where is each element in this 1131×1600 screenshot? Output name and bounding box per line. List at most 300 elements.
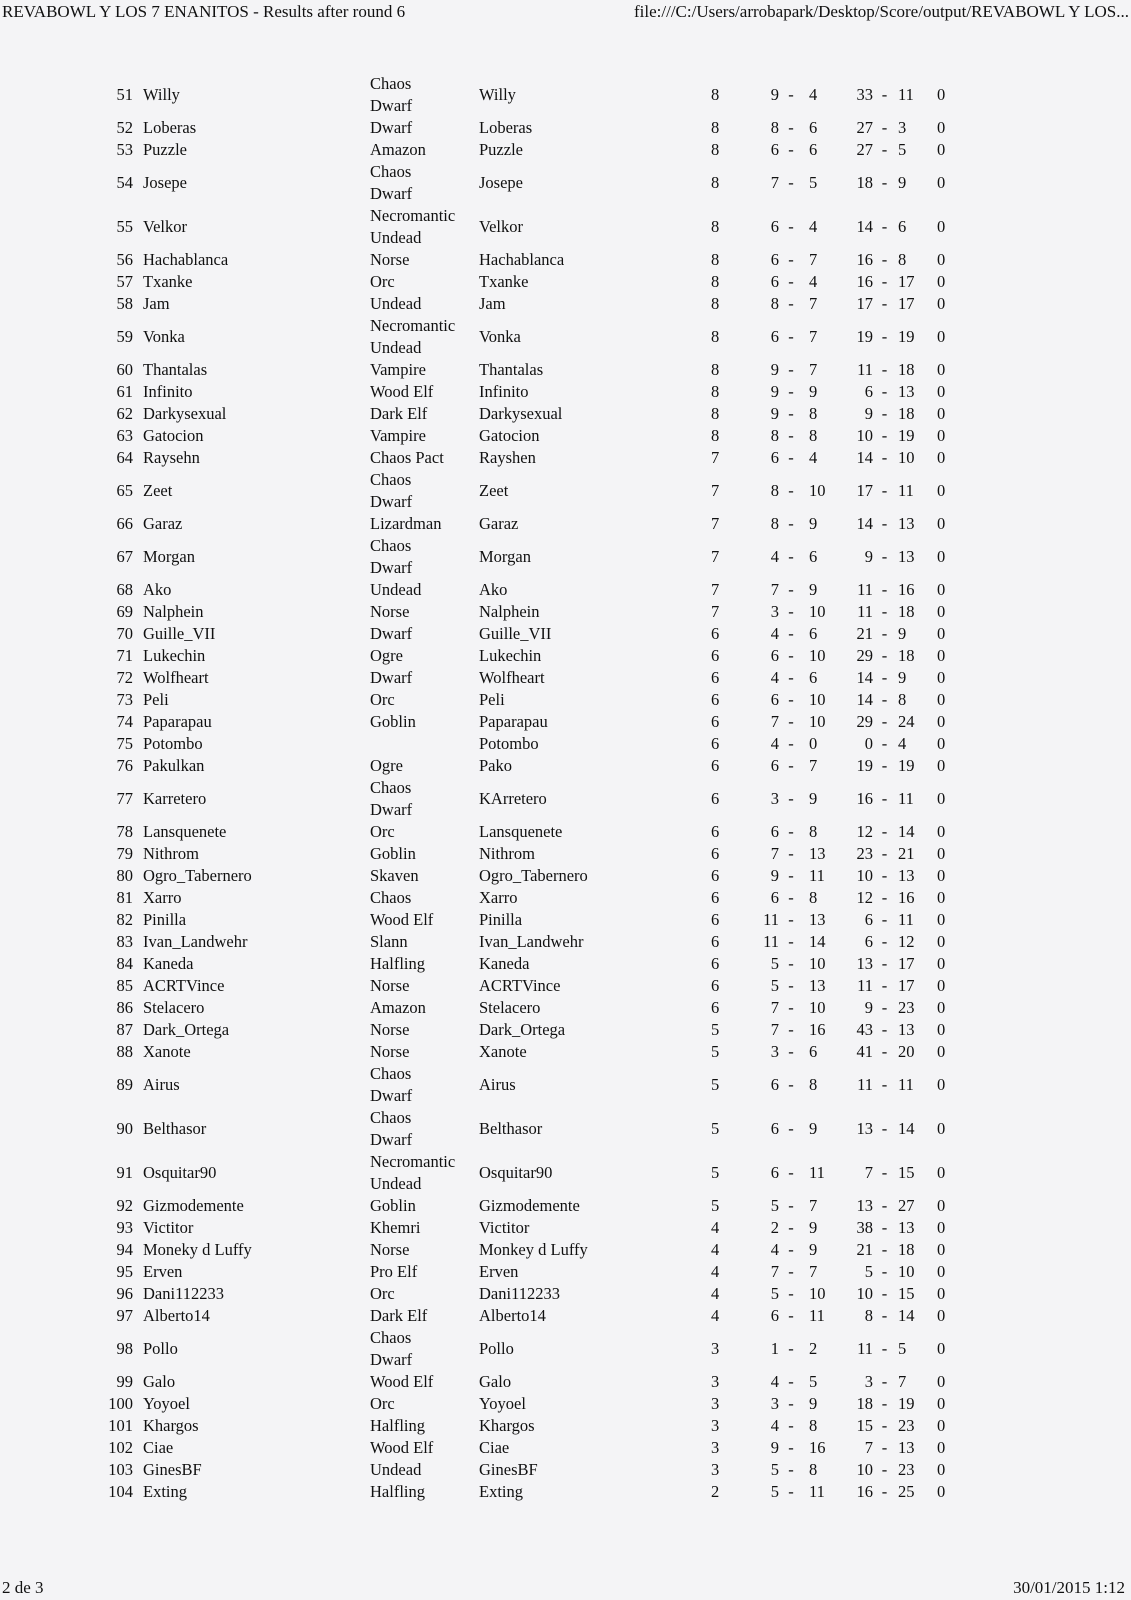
td-for-cell: 4 xyxy=(770,1240,779,1259)
cas-separator: - xyxy=(881,426,888,445)
cas-against-cell: 17 xyxy=(898,976,915,995)
cas-for-cell: 6 xyxy=(864,932,873,951)
td-against-cell: 7 xyxy=(809,294,818,313)
td-separator: - xyxy=(788,1482,794,1501)
td-for-cell: 6 xyxy=(770,1075,779,1094)
coach-name-cell: Josepe xyxy=(143,173,187,192)
race-line: Slann xyxy=(370,932,408,951)
race-line: Dwarf xyxy=(370,1130,413,1149)
race-line: Norse xyxy=(370,1240,410,1259)
td-for-cell: 5 xyxy=(770,1460,779,1479)
rank-cell: 63 xyxy=(116,426,133,445)
coach-name-cell: Khargos xyxy=(143,1416,199,1435)
race-line: Vampire xyxy=(370,360,426,379)
td-against-cell: 9 xyxy=(809,1218,818,1237)
td-separator: - xyxy=(788,668,794,687)
race-line: Chaos xyxy=(370,1108,412,1127)
points-cell: 6 xyxy=(711,954,720,973)
td-against-cell: 0 xyxy=(809,734,818,753)
race-line: Wood Elf xyxy=(370,1438,434,1457)
race-line: Orc xyxy=(370,690,395,709)
rank-cell: 82 xyxy=(116,910,133,929)
cas-against-cell: 13 xyxy=(898,382,915,401)
bonus-cell: 0 xyxy=(937,932,946,951)
cas-for-cell: 18 xyxy=(856,173,873,192)
bonus-cell: 0 xyxy=(937,789,946,808)
td-for-cell: 3 xyxy=(770,602,779,621)
coach-name-cell: ACRTVince xyxy=(143,976,225,995)
race-cell xyxy=(368,777,477,821)
td-for-cell: 6 xyxy=(770,756,779,775)
rank-cell: 55 xyxy=(116,217,133,236)
td-against-cell: 8 xyxy=(809,1416,818,1435)
cas-separator: - xyxy=(881,1394,888,1413)
points-cell: 6 xyxy=(711,624,720,643)
coach-name-cell: Lukechin xyxy=(143,646,206,665)
table-row xyxy=(0,249,1131,271)
team-name-cell: Josepe xyxy=(479,173,523,192)
race-line: Vampire xyxy=(370,426,426,445)
table-row xyxy=(0,447,1131,469)
cas-for-cell: 27 xyxy=(856,118,873,137)
td-for-cell: 4 xyxy=(770,668,779,687)
race-cell xyxy=(368,1327,477,1371)
rank-cell: 62 xyxy=(116,404,133,423)
race-line: Norse xyxy=(370,976,410,995)
points-cell: 3 xyxy=(711,1438,720,1457)
td-for-cell: 9 xyxy=(770,1438,779,1457)
cas-separator: - xyxy=(881,1075,888,1094)
table-row xyxy=(0,1481,1131,1503)
race-line: Undead xyxy=(370,580,422,599)
table-row xyxy=(0,1305,1131,1327)
table-row xyxy=(0,1327,1131,1371)
points-cell: 8 xyxy=(711,426,720,445)
td-for-cell: 8 xyxy=(770,426,779,445)
td-separator: - xyxy=(788,1284,794,1303)
table-row xyxy=(0,535,1131,579)
td-separator: - xyxy=(788,580,794,599)
cas-separator: - xyxy=(881,822,888,841)
td-separator: - xyxy=(788,1075,794,1094)
points-cell: 6 xyxy=(711,998,720,1017)
points-cell: 4 xyxy=(711,1262,720,1281)
td-separator: - xyxy=(788,1218,794,1237)
cas-against-cell: 16 xyxy=(898,888,915,907)
coach-name-cell: Morgan xyxy=(143,547,195,566)
team-name-cell: Exting xyxy=(479,1482,523,1501)
td-for-cell: 6 xyxy=(770,822,779,841)
td-for-cell: 7 xyxy=(770,998,779,1017)
coach-name-cell: Peli xyxy=(143,690,169,709)
table-row xyxy=(0,315,1131,359)
race-cell xyxy=(368,645,477,667)
print-datetime: 30/01/2015 1:12 xyxy=(1013,1578,1125,1597)
race-cell xyxy=(368,1437,477,1459)
race-line: Dwarf xyxy=(370,668,413,687)
team-name-cell: Paparapau xyxy=(479,712,548,731)
coach-name-cell: GinesBF xyxy=(143,1460,202,1479)
race-cell xyxy=(368,161,477,205)
td-separator: - xyxy=(788,1240,794,1259)
team-name-cell: Potombo xyxy=(479,734,539,753)
team-name-cell: Osquitar90 xyxy=(479,1163,553,1182)
td-for-cell: 4 xyxy=(770,1372,779,1391)
table-row xyxy=(0,1107,1131,1151)
cas-for-cell: 21 xyxy=(856,624,873,643)
cas-against-cell: 21 xyxy=(898,844,915,863)
td-for-cell: 6 xyxy=(770,646,779,665)
td-for-cell: 9 xyxy=(770,360,779,379)
coach-name-cell: Infinito xyxy=(143,382,193,401)
cas-against-cell: 16 xyxy=(898,580,915,599)
td-separator: - xyxy=(788,1042,794,1061)
cas-separator: - xyxy=(881,85,888,104)
table-row xyxy=(0,425,1131,447)
bonus-cell: 0 xyxy=(937,1075,946,1094)
td-separator: - xyxy=(788,1306,794,1325)
cas-separator: - xyxy=(881,954,888,973)
td-separator: - xyxy=(788,1339,794,1358)
table-row xyxy=(0,1393,1131,1415)
page-footer xyxy=(0,1578,1131,1600)
coach-name-cell: Nithrom xyxy=(143,844,199,863)
cas-for-cell: 14 xyxy=(856,217,873,236)
race-line: Undead xyxy=(370,1460,422,1479)
cas-for-cell: 11 xyxy=(857,360,873,379)
bonus-cell: 0 xyxy=(937,910,946,929)
race-cell xyxy=(368,359,477,381)
bonus-cell: 0 xyxy=(937,1284,946,1303)
td-against-cell: 11 xyxy=(809,1482,825,1501)
cas-for-cell: 8 xyxy=(864,1306,873,1325)
table-row xyxy=(0,777,1131,821)
rank-cell: 74 xyxy=(116,712,133,731)
coach-name-cell: Yoyoel xyxy=(143,1394,190,1413)
team-name-cell: Belthasor xyxy=(479,1119,543,1138)
cas-against-cell: 5 xyxy=(898,140,907,159)
points-cell: 6 xyxy=(711,712,720,731)
td-against-cell: 4 xyxy=(809,217,818,236)
td-separator: - xyxy=(788,734,794,753)
bonus-cell: 0 xyxy=(937,1460,946,1479)
cas-separator: - xyxy=(881,789,888,808)
cas-for-cell: 29 xyxy=(856,712,873,731)
table-row xyxy=(0,755,1131,777)
race-line: Chaos xyxy=(370,1328,412,1347)
coach-name-cell: Dark_Ortega xyxy=(143,1020,230,1039)
td-against-cell: 7 xyxy=(809,327,818,346)
bonus-cell: 0 xyxy=(937,954,946,973)
td-separator: - xyxy=(788,822,794,841)
td-separator: - xyxy=(788,1416,794,1435)
cas-separator: - xyxy=(881,140,888,159)
bonus-cell: 0 xyxy=(937,217,946,236)
race-cell xyxy=(368,1459,477,1481)
points-cell: 4 xyxy=(711,1240,720,1259)
rank-cell: 71 xyxy=(116,646,133,665)
race-cell xyxy=(368,601,477,623)
team-name-cell: Erven xyxy=(479,1262,519,1281)
cas-separator: - xyxy=(881,1284,888,1303)
team-name-cell: ACRTVince xyxy=(479,976,561,995)
cas-for-cell: 11 xyxy=(857,602,873,621)
race-cell xyxy=(368,1195,477,1217)
race-cell xyxy=(368,139,477,161)
rank-cell: 94 xyxy=(116,1240,133,1259)
coach-name-cell: Thantalas xyxy=(143,360,208,379)
td-separator: - xyxy=(788,888,794,907)
rank-cell: 87 xyxy=(116,1020,133,1039)
td-against-cell: 6 xyxy=(809,668,818,687)
race-line: Chaos xyxy=(370,536,412,555)
td-against-cell: 8 xyxy=(809,1460,818,1479)
points-cell: 6 xyxy=(711,932,720,951)
td-against-cell: 13 xyxy=(809,976,826,995)
td-against-cell: 4 xyxy=(809,448,818,467)
bonus-cell: 0 xyxy=(937,1262,946,1281)
team-name-cell: Alberto14 xyxy=(479,1306,546,1325)
race-line: Ogre xyxy=(370,646,403,665)
table-row xyxy=(0,997,1131,1019)
td-separator: - xyxy=(788,954,794,973)
points-cell: 6 xyxy=(711,976,720,995)
cas-separator: - xyxy=(881,1372,888,1391)
coach-name-cell: Velkor xyxy=(143,217,187,236)
cas-separator: - xyxy=(881,1163,888,1182)
td-against-cell: 10 xyxy=(809,646,826,665)
race-cell xyxy=(368,271,477,293)
cas-separator: - xyxy=(881,250,888,269)
rank-cell: 59 xyxy=(116,327,133,346)
points-cell: 3 xyxy=(711,1372,720,1391)
coach-name-cell: Belthasor xyxy=(143,1119,207,1138)
points-cell: 2 xyxy=(711,1482,720,1501)
points-cell: 8 xyxy=(711,250,720,269)
points-cell: 5 xyxy=(711,1119,720,1138)
td-separator: - xyxy=(788,1262,794,1281)
cas-against-cell: 11 xyxy=(898,85,914,104)
cas-against-cell: 23 xyxy=(898,1460,915,1479)
cas-for-cell: 43 xyxy=(856,1020,873,1039)
points-cell: 7 xyxy=(711,448,720,467)
coach-name-cell: Loberas xyxy=(143,118,197,137)
td-for-cell: 9 xyxy=(770,382,779,401)
rank-cell: 51 xyxy=(116,85,133,104)
cas-against-cell: 12 xyxy=(898,932,915,951)
cas-against-cell: 13 xyxy=(898,866,915,885)
bonus-cell: 0 xyxy=(937,624,946,643)
bonus-cell: 0 xyxy=(937,547,946,566)
td-against-cell: 7 xyxy=(809,360,818,379)
coach-name-cell: Nalphein xyxy=(143,602,204,621)
cas-separator: - xyxy=(881,404,888,423)
cas-separator: - xyxy=(881,888,888,907)
team-name-cell: Velkor xyxy=(479,217,523,236)
table-row xyxy=(0,1063,1131,1107)
race-line: Norse xyxy=(370,1020,410,1039)
standings-table xyxy=(0,73,1131,1503)
table-row xyxy=(0,975,1131,997)
td-against-cell: 16 xyxy=(809,1020,826,1039)
cas-separator: - xyxy=(881,448,888,467)
race-cell xyxy=(368,1063,477,1107)
cas-against-cell: 18 xyxy=(898,404,915,423)
race-line: Undead xyxy=(370,294,422,313)
race-line: Halfling xyxy=(370,1416,425,1435)
bonus-cell: 0 xyxy=(937,976,946,995)
td-against-cell: 6 xyxy=(809,1042,818,1061)
coach-name-cell: Moneky d Luffy xyxy=(143,1240,252,1259)
points-cell: 8 xyxy=(711,118,720,137)
td-for-cell: 6 xyxy=(770,1163,779,1182)
td-against-cell: 10 xyxy=(809,481,826,500)
td-for-cell: 6 xyxy=(770,690,779,709)
cas-for-cell: 10 xyxy=(856,866,873,885)
cas-against-cell: 11 xyxy=(898,1075,914,1094)
td-separator: - xyxy=(788,1460,794,1479)
cas-against-cell: 15 xyxy=(898,1163,915,1182)
bonus-cell: 0 xyxy=(937,404,946,423)
bonus-cell: 0 xyxy=(937,1119,946,1138)
bonus-cell: 0 xyxy=(937,1438,946,1457)
td-for-cell: 3 xyxy=(770,1394,779,1413)
cas-against-cell: 5 xyxy=(898,1339,907,1358)
race-line: Halfling xyxy=(370,954,425,973)
cas-for-cell: 19 xyxy=(856,327,873,346)
cas-for-cell: 41 xyxy=(856,1042,873,1061)
coach-name-cell: Alberto14 xyxy=(143,1306,210,1325)
bonus-cell: 0 xyxy=(937,646,946,665)
coach-name-cell: Kaneda xyxy=(143,954,194,973)
cas-separator: - xyxy=(881,294,888,313)
td-against-cell: 5 xyxy=(809,173,818,192)
cas-for-cell: 0 xyxy=(864,734,873,753)
coach-name-cell: Pinilla xyxy=(143,910,187,929)
bonus-cell: 0 xyxy=(937,866,946,885)
td-against-cell: 6 xyxy=(809,547,818,566)
coach-name-cell: Airus xyxy=(143,1075,180,1094)
rank-cell: 90 xyxy=(116,1119,133,1138)
td-separator: - xyxy=(788,217,794,236)
team-name-cell: KArretero xyxy=(479,789,547,808)
coach-name-cell: Stelacero xyxy=(143,998,205,1017)
race-cell xyxy=(368,447,477,469)
cas-for-cell: 11 xyxy=(857,1075,873,1094)
race-cell xyxy=(368,425,477,447)
cas-separator: - xyxy=(881,1416,888,1435)
td-separator: - xyxy=(788,173,794,192)
cas-against-cell: 11 xyxy=(898,910,914,929)
cas-for-cell: 13 xyxy=(856,1119,873,1138)
td-for-cell: 6 xyxy=(770,327,779,346)
td-against-cell: 7 xyxy=(809,756,818,775)
td-for-cell: 4 xyxy=(770,624,779,643)
race-line: Dwarf xyxy=(370,492,413,511)
cas-against-cell: 9 xyxy=(898,668,907,687)
team-name-cell: Hachablanca xyxy=(479,250,565,269)
cas-against-cell: 13 xyxy=(898,547,915,566)
points-cell: 8 xyxy=(711,217,720,236)
bonus-cell: 0 xyxy=(937,382,946,401)
points-cell: 5 xyxy=(711,1042,720,1061)
team-name-cell: Loberas xyxy=(479,118,533,137)
cas-for-cell: 14 xyxy=(856,668,873,687)
td-separator: - xyxy=(788,1119,794,1138)
table-row xyxy=(0,1195,1131,1217)
team-name-cell: Morgan xyxy=(479,547,531,566)
td-separator: - xyxy=(788,789,794,808)
points-cell: 3 xyxy=(711,1416,720,1435)
td-for-cell: 5 xyxy=(770,976,779,995)
rank-cell: 76 xyxy=(116,756,133,775)
cas-against-cell: 13 xyxy=(898,514,915,533)
points-cell: 8 xyxy=(711,272,720,291)
race-cell xyxy=(368,403,477,425)
td-separator: - xyxy=(788,547,794,566)
cas-against-cell: 13 xyxy=(898,1020,915,1039)
team-name-cell: Guille_VII xyxy=(479,624,552,643)
race-line: Halfling xyxy=(370,1482,425,1501)
points-cell: 7 xyxy=(711,481,720,500)
bonus-cell: 0 xyxy=(937,1218,946,1237)
race-cell xyxy=(368,1371,477,1393)
table-row xyxy=(0,689,1131,711)
team-name-cell: Willy xyxy=(479,85,516,104)
cas-against-cell: 14 xyxy=(898,1119,915,1138)
cas-for-cell: 19 xyxy=(856,756,873,775)
points-cell: 6 xyxy=(711,888,720,907)
cas-for-cell: 10 xyxy=(856,426,873,445)
td-separator: - xyxy=(788,327,794,346)
cas-against-cell: 8 xyxy=(898,250,907,269)
race-line: Dwarf xyxy=(370,1086,413,1105)
table-row xyxy=(0,1415,1131,1437)
cas-for-cell: 33 xyxy=(856,85,873,104)
team-name-cell: Dani112233 xyxy=(479,1284,560,1303)
race-cell xyxy=(368,711,477,733)
race-line: Pro Elf xyxy=(370,1262,418,1281)
td-for-cell: 6 xyxy=(770,217,779,236)
rank-cell: 75 xyxy=(116,734,133,753)
cas-against-cell: 11 xyxy=(898,481,914,500)
td-separator: - xyxy=(788,448,794,467)
team-name-cell: Garaz xyxy=(479,514,519,533)
cas-separator: - xyxy=(881,1482,888,1501)
race-line: Wood Elf xyxy=(370,910,434,929)
cas-separator: - xyxy=(881,580,888,599)
coach-name-cell: Galo xyxy=(143,1372,176,1391)
team-name-cell: Rayshen xyxy=(479,448,536,467)
points-cell: 3 xyxy=(711,1339,720,1358)
rank-cell: 88 xyxy=(116,1042,133,1061)
race-cell xyxy=(368,1041,477,1063)
rank-cell: 91 xyxy=(116,1163,133,1182)
cas-against-cell: 24 xyxy=(898,712,915,731)
td-separator: - xyxy=(788,85,794,104)
coach-name-cell: Willy xyxy=(143,85,180,104)
team-name-cell: GinesBF xyxy=(479,1460,538,1479)
table-row xyxy=(0,579,1131,601)
race-line: Necromantic xyxy=(370,1152,456,1171)
race-line: Undead xyxy=(370,228,422,247)
td-separator: - xyxy=(788,998,794,1017)
cas-for-cell: 11 xyxy=(857,976,873,995)
points-cell: 6 xyxy=(711,690,720,709)
cas-against-cell: 11 xyxy=(898,789,914,808)
race-cell xyxy=(368,469,477,513)
cas-for-cell: 6 xyxy=(864,382,873,401)
